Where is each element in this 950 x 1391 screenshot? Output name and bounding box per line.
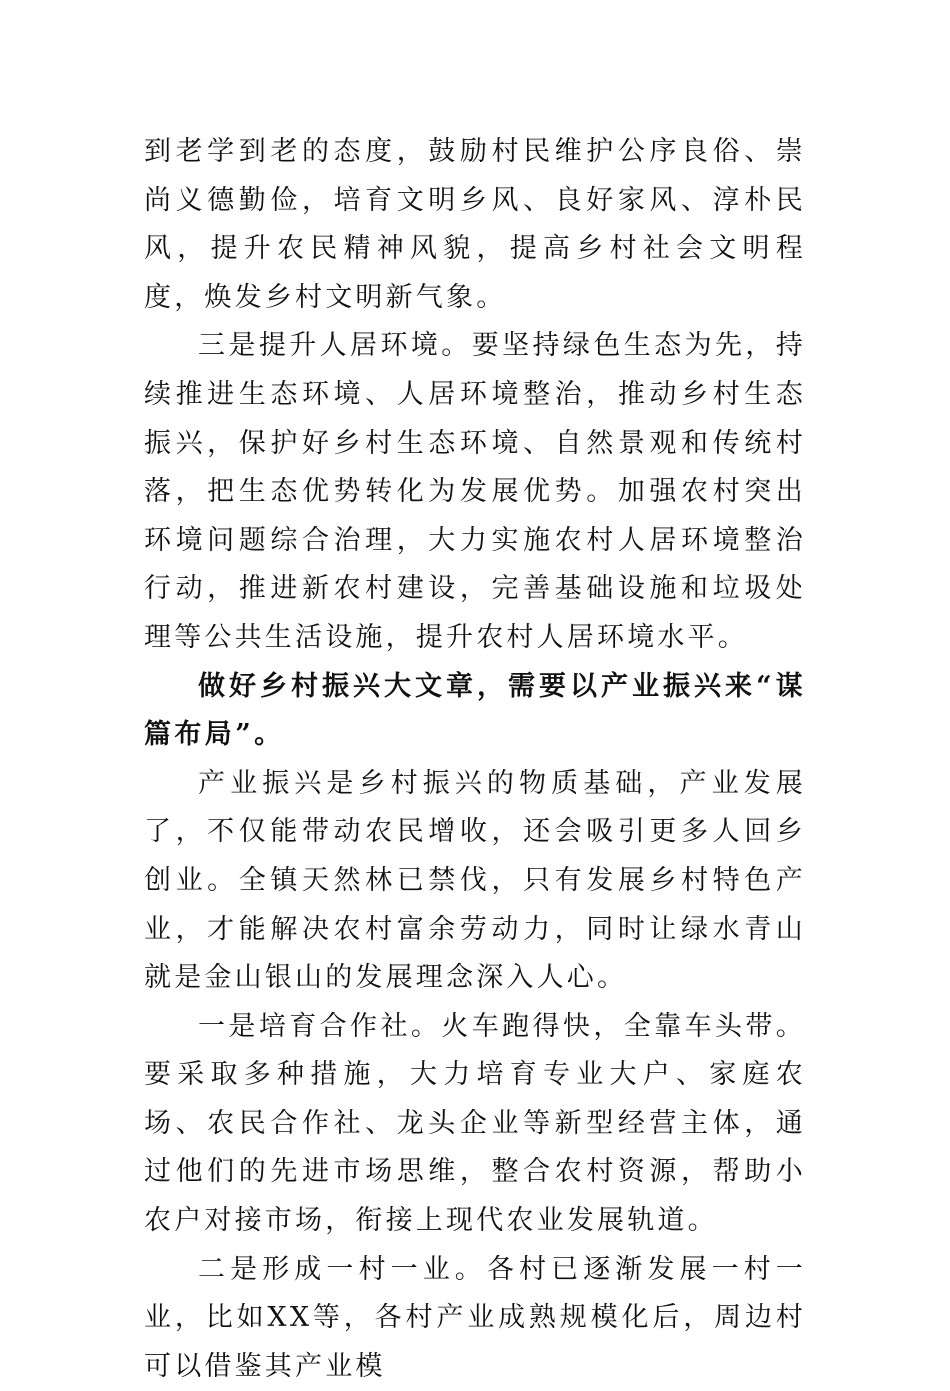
paragraph-industry-revitalization: 产业振兴是乡村振兴的物质基础，产业发展了，不仅能带动农民增收，还会吸引更多人回乡创业。全镇天然林已禁伐，只有发展乡村特色产业，才能解决农村富余劳动力，同时让绿水青山就是金山银山的发展理念深入人心。	[144, 767, 806, 994]
document-body	[144, 128, 806, 1391]
paragraph-continuation: 到老学到老的态度，鼓励村民维护公序良俗、崇尚义德勤俭，培育文明乡风、良好家风、淳朴民风，提升农民精神风貌，提高乡村社会文明程度，焕发乡村文明新气象。	[144, 136, 806, 313]
paragraph-cooperatives: 一是培育合作社。火车跑得快，全靠车头带。要采取多种措施，大力培育专业大户、家庭农场、农民合作社、龙头企业等新型经营主体，通过他们的先进市场思维，整合农村资源，帮助小农户对接市场，衔接上现代农业发展轨道。	[144, 1010, 806, 1237]
paragraph-living-environment: 三是提升人居环境。要坚持绿色生态为先，持续推进生态环境、人居环境整治，推动乡村生态振兴，保护好乡村生态环境、自然景观和传统村落，把生态优势转化为发展优势。加强农村突出环境问题综合治理，大力实施农村人居环境整治行动，推进新农村建设，完善基础设施和垃圾处理等公共生活设施，提升农村人居环境水平。	[144, 330, 806, 653]
paragraph-one-village-one-industry: 二是形成一村一业。各村已逐渐发展一村一业，比如XX等，各村产业成熟规模化后，周边村可以借鉴其产业模	[144, 1253, 806, 1382]
section-heading-industry: 做好乡村振兴大文章，需要以产业振兴来“谋篇布局”。	[144, 670, 806, 751]
